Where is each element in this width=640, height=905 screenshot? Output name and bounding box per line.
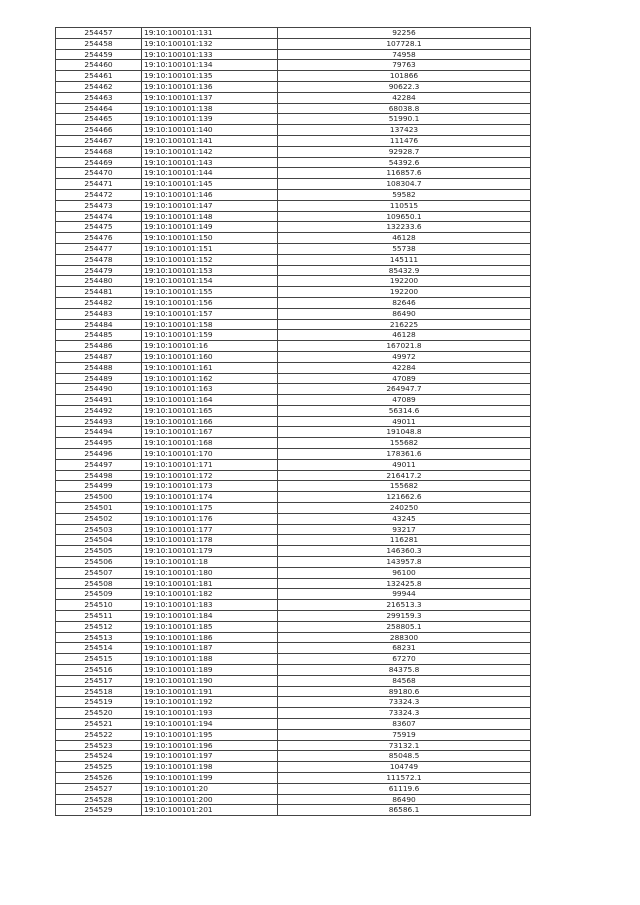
value-cell: 47089	[278, 395, 531, 406]
data-table	[55, 27, 531, 816]
value-cell: 116281	[278, 535, 531, 546]
value-cell: 167021.8	[278, 341, 531, 352]
cadastral-number-cell: 19:10:100101:166	[142, 416, 278, 427]
row-number-cell: 254494	[56, 427, 142, 438]
value-cell: 145111	[278, 254, 531, 265]
cadastral-number-cell: 19:10:100101:158	[142, 319, 278, 330]
table-row	[56, 535, 531, 546]
row-number-cell: 254474	[56, 211, 142, 222]
table-row	[56, 243, 531, 254]
value-cell: 92256	[278, 28, 531, 39]
cadastral-number-cell: 19:10:100101:184	[142, 611, 278, 622]
value-cell: 86490	[278, 308, 531, 319]
row-number-cell: 254489	[56, 373, 142, 384]
table-row	[56, 470, 531, 481]
row-number-cell: 254491	[56, 395, 142, 406]
table-row	[56, 405, 531, 416]
table-row	[56, 341, 531, 352]
value-cell: 84375.8	[278, 665, 531, 676]
table-row	[56, 146, 531, 157]
row-number-cell: 254458	[56, 38, 142, 49]
table-row	[56, 589, 531, 600]
row-number-cell: 254504	[56, 535, 142, 546]
table-row	[56, 611, 531, 622]
value-cell: 216417.2	[278, 470, 531, 481]
value-cell: 96100	[278, 567, 531, 578]
value-cell: 73324.3	[278, 697, 531, 708]
cadastral-number-cell: 19:10:100101:167	[142, 427, 278, 438]
value-cell: 83607	[278, 719, 531, 730]
cadastral-number-cell: 19:10:100101:165	[142, 405, 278, 416]
row-number-cell: 254517	[56, 675, 142, 686]
value-cell: 108304.7	[278, 179, 531, 190]
row-number-cell: 254526	[56, 772, 142, 783]
row-number-cell: 254486	[56, 341, 142, 352]
value-cell: 68038.8	[278, 103, 531, 114]
table-row	[56, 384, 531, 395]
value-cell: 42284	[278, 92, 531, 103]
cadastral-number-cell: 19:10:100101:190	[142, 675, 278, 686]
table-row	[56, 686, 531, 697]
value-cell: 46128	[278, 330, 531, 341]
row-number-cell: 254505	[56, 546, 142, 557]
row-number-cell: 254496	[56, 449, 142, 460]
table-row	[56, 319, 531, 330]
value-cell: 82646	[278, 297, 531, 308]
value-cell: 51990.1	[278, 114, 531, 125]
cadastral-number-cell: 19:10:100101:186	[142, 632, 278, 643]
cadastral-number-cell: 19:10:100101:176	[142, 513, 278, 524]
row-number-cell: 254482	[56, 297, 142, 308]
row-number-cell: 254518	[56, 686, 142, 697]
cadastral-number-cell: 19:10:100101:164	[142, 395, 278, 406]
cadastral-number-cell: 19:10:100101:154	[142, 276, 278, 287]
value-cell: 178361.6	[278, 449, 531, 460]
cadastral-number-cell: 19:10:100101:192	[142, 697, 278, 708]
cadastral-number-cell: 19:10:100101:144	[142, 168, 278, 179]
table-row	[56, 125, 531, 136]
row-number-cell: 254466	[56, 125, 142, 136]
cadastral-number-cell: 19:10:100101:178	[142, 535, 278, 546]
table-row	[56, 395, 531, 406]
cadastral-number-cell: 19:10:100101:175	[142, 503, 278, 514]
cadastral-number-cell: 19:10:100101:138	[142, 103, 278, 114]
value-cell: 85432.9	[278, 265, 531, 276]
row-number-cell: 254524	[56, 751, 142, 762]
value-cell: 49972	[278, 351, 531, 362]
row-number-cell: 254498	[56, 470, 142, 481]
cadastral-number-cell: 19:10:100101:146	[142, 189, 278, 200]
value-cell: 101866	[278, 71, 531, 82]
cadastral-number-cell: 19:10:100101:142	[142, 146, 278, 157]
table-row	[56, 567, 531, 578]
cadastral-number-cell: 19:10:100101:185	[142, 621, 278, 632]
value-cell: 90622.3	[278, 81, 531, 92]
value-cell: 55738	[278, 243, 531, 254]
row-number-cell: 254471	[56, 179, 142, 190]
value-cell: 110515	[278, 200, 531, 211]
cadastral-number-cell: 19:10:100101:156	[142, 297, 278, 308]
row-number-cell: 254528	[56, 794, 142, 805]
row-number-cell: 254477	[56, 243, 142, 254]
cadastral-number-cell: 19:10:100101:198	[142, 762, 278, 773]
cadastral-number-cell: 19:10:100101:179	[142, 546, 278, 557]
row-number-cell: 254488	[56, 362, 142, 373]
row-number-cell: 254523	[56, 740, 142, 751]
row-number-cell: 254464	[56, 103, 142, 114]
table-row	[56, 481, 531, 492]
cadastral-number-cell: 19:10:100101:16	[142, 341, 278, 352]
cadastral-number-cell: 19:10:100101:195	[142, 729, 278, 740]
table-row	[56, 362, 531, 373]
table-row	[56, 114, 531, 125]
table-row	[56, 578, 531, 589]
value-cell: 132233.6	[278, 222, 531, 233]
row-number-cell: 254490	[56, 384, 142, 395]
value-cell: 99944	[278, 589, 531, 600]
table-row	[56, 168, 531, 179]
cadastral-number-cell: 19:10:100101:134	[142, 60, 278, 71]
value-cell: 49011	[278, 416, 531, 427]
cadastral-number-cell: 19:10:100101:136	[142, 81, 278, 92]
row-number-cell: 254495	[56, 438, 142, 449]
cadastral-number-cell: 19:10:100101:139	[142, 114, 278, 125]
value-cell: 93217	[278, 524, 531, 535]
table-row	[56, 189, 531, 200]
row-number-cell: 254460	[56, 60, 142, 71]
table-row	[56, 287, 531, 298]
value-cell: 73324.3	[278, 708, 531, 719]
row-number-cell: 254462	[56, 81, 142, 92]
value-cell: 79763	[278, 60, 531, 71]
table-row	[56, 600, 531, 611]
cadastral-number-cell: 19:10:100101:145	[142, 179, 278, 190]
cadastral-number-cell: 19:10:100101:196	[142, 740, 278, 751]
table-row	[56, 697, 531, 708]
table-row	[56, 492, 531, 503]
row-number-cell: 254522	[56, 729, 142, 740]
row-number-cell: 254513	[56, 632, 142, 643]
row-number-cell: 254529	[56, 805, 142, 816]
value-cell: 146360.3	[278, 546, 531, 557]
cadastral-number-cell: 19:10:100101:201	[142, 805, 278, 816]
cadastral-number-cell: 19:10:100101:200	[142, 794, 278, 805]
table-row	[56, 92, 531, 103]
value-cell: 59582	[278, 189, 531, 200]
table-row	[56, 751, 531, 762]
row-number-cell: 254500	[56, 492, 142, 503]
table-row	[56, 416, 531, 427]
value-cell: 67270	[278, 654, 531, 665]
row-number-cell: 254516	[56, 665, 142, 676]
table-row	[56, 135, 531, 146]
row-number-cell: 254501	[56, 503, 142, 514]
row-number-cell: 254470	[56, 168, 142, 179]
cadastral-number-cell: 19:10:100101:173	[142, 481, 278, 492]
value-cell: 121662.6	[278, 492, 531, 503]
table-row	[56, 28, 531, 39]
cadastral-number-cell: 19:10:100101:180	[142, 567, 278, 578]
row-number-cell: 254472	[56, 189, 142, 200]
table-row	[56, 643, 531, 654]
table-row	[56, 729, 531, 740]
cadastral-number-cell: 19:10:100101:137	[142, 92, 278, 103]
cadastral-number-cell: 19:10:100101:149	[142, 222, 278, 233]
cadastral-number-cell: 19:10:100101:199	[142, 772, 278, 783]
table-row	[56, 621, 531, 632]
cadastral-number-cell: 19:10:100101:183	[142, 600, 278, 611]
value-cell: 258805.1	[278, 621, 531, 632]
cadastral-number-cell: 19:10:100101:150	[142, 233, 278, 244]
value-cell: 192200	[278, 287, 531, 298]
row-number-cell: 254499	[56, 481, 142, 492]
table-row	[56, 557, 531, 568]
table-row	[56, 427, 531, 438]
row-number-cell: 254476	[56, 233, 142, 244]
table-row	[56, 459, 531, 470]
cadastral-number-cell: 19:10:100101:168	[142, 438, 278, 449]
table-row	[56, 783, 531, 794]
value-cell: 155682	[278, 481, 531, 492]
cadastral-number-cell: 19:10:100101:20	[142, 783, 278, 794]
row-number-cell: 254510	[56, 600, 142, 611]
table-row	[56, 60, 531, 71]
row-number-cell: 254525	[56, 762, 142, 773]
table-row	[56, 708, 531, 719]
table-row	[56, 675, 531, 686]
table-row	[56, 762, 531, 773]
value-cell: 46128	[278, 233, 531, 244]
table-row	[56, 513, 531, 524]
row-number-cell: 254481	[56, 287, 142, 298]
value-cell: 109650.1	[278, 211, 531, 222]
value-cell: 73132.1	[278, 740, 531, 751]
cadastral-number-cell: 19:10:100101:155	[142, 287, 278, 298]
row-number-cell: 254527	[56, 783, 142, 794]
table-row	[56, 179, 531, 190]
row-number-cell: 254519	[56, 697, 142, 708]
table-row	[56, 330, 531, 341]
value-cell: 92928.7	[278, 146, 531, 157]
table-row	[56, 654, 531, 665]
table-row	[56, 308, 531, 319]
row-number-cell: 254480	[56, 276, 142, 287]
value-cell: 137423	[278, 125, 531, 136]
row-number-cell: 254515	[56, 654, 142, 665]
table-row	[56, 524, 531, 535]
value-cell: 132425.8	[278, 578, 531, 589]
cadastral-number-cell: 19:10:100101:151	[142, 243, 278, 254]
table-row	[56, 740, 531, 751]
row-number-cell: 254468	[56, 146, 142, 157]
table-row	[56, 71, 531, 82]
value-cell: 264947.7	[278, 384, 531, 395]
table-row	[56, 351, 531, 362]
row-number-cell: 254478	[56, 254, 142, 265]
cadastral-number-cell: 19:10:100101:172	[142, 470, 278, 481]
cadastral-number-cell: 19:10:100101:148	[142, 211, 278, 222]
value-cell: 42284	[278, 362, 531, 373]
cadastral-number-cell: 19:10:100101:182	[142, 589, 278, 600]
cadastral-number-cell: 19:10:100101:147	[142, 200, 278, 211]
cadastral-number-cell: 19:10:100101:162	[142, 373, 278, 384]
cadastral-number-cell: 19:10:100101:135	[142, 71, 278, 82]
table-row	[56, 794, 531, 805]
cadastral-number-cell: 19:10:100101:131	[142, 28, 278, 39]
cadastral-number-cell: 19:10:100101:132	[142, 38, 278, 49]
table-row	[56, 546, 531, 557]
value-cell: 116857.6	[278, 168, 531, 179]
value-cell: 191048.8	[278, 427, 531, 438]
cadastral-number-cell: 19:10:100101:194	[142, 719, 278, 730]
cadastral-number-cell: 19:10:100101:160	[142, 351, 278, 362]
table-row	[56, 200, 531, 211]
row-number-cell: 254508	[56, 578, 142, 589]
table-row	[56, 265, 531, 276]
value-cell: 43245	[278, 513, 531, 524]
cadastral-number-cell: 19:10:100101:163	[142, 384, 278, 395]
value-cell: 216225	[278, 319, 531, 330]
cadastral-number-cell: 19:10:100101:140	[142, 125, 278, 136]
row-number-cell: 254514	[56, 643, 142, 654]
table-row	[56, 254, 531, 265]
table-row	[56, 233, 531, 244]
cadastral-number-cell: 19:10:100101:191	[142, 686, 278, 697]
cadastral-number-cell: 19:10:100101:187	[142, 643, 278, 654]
row-number-cell: 254507	[56, 567, 142, 578]
row-number-cell: 254459	[56, 49, 142, 60]
value-cell: 68231	[278, 643, 531, 654]
cadastral-number-cell: 19:10:100101:157	[142, 308, 278, 319]
row-number-cell: 254473	[56, 200, 142, 211]
value-cell: 47089	[278, 373, 531, 384]
row-number-cell: 254469	[56, 157, 142, 168]
table-row	[56, 297, 531, 308]
table-row	[56, 81, 531, 92]
table-row	[56, 772, 531, 783]
cadastral-number-cell: 19:10:100101:181	[142, 578, 278, 589]
row-number-cell: 254509	[56, 589, 142, 600]
table-body	[56, 28, 531, 816]
table-row	[56, 157, 531, 168]
cadastral-number-cell: 19:10:100101:18	[142, 557, 278, 568]
cadastral-number-cell: 19:10:100101:177	[142, 524, 278, 535]
cadastral-number-cell: 19:10:100101:171	[142, 459, 278, 470]
value-cell: 107728.1	[278, 38, 531, 49]
cadastral-number-cell: 19:10:100101:143	[142, 157, 278, 168]
row-number-cell: 254487	[56, 351, 142, 362]
value-cell: 288300	[278, 632, 531, 643]
table-row	[56, 276, 531, 287]
cadastral-number-cell: 19:10:100101:174	[142, 492, 278, 503]
value-cell: 104749	[278, 762, 531, 773]
row-number-cell: 254497	[56, 459, 142, 470]
cadastral-number-cell: 19:10:100101:152	[142, 254, 278, 265]
row-number-cell: 254485	[56, 330, 142, 341]
table-row	[56, 222, 531, 233]
row-number-cell: 254511	[56, 611, 142, 622]
row-number-cell: 254520	[56, 708, 142, 719]
value-cell: 216513.3	[278, 600, 531, 611]
table-row	[56, 38, 531, 49]
row-number-cell: 254493	[56, 416, 142, 427]
table-row	[56, 49, 531, 60]
table-row	[56, 103, 531, 114]
value-cell: 85048.5	[278, 751, 531, 762]
table-row	[56, 503, 531, 514]
cadastral-number-cell: 19:10:100101:170	[142, 449, 278, 460]
table-row	[56, 373, 531, 384]
value-cell: 61119.6	[278, 783, 531, 794]
cadastral-number-cell: 19:10:100101:189	[142, 665, 278, 676]
row-number-cell: 254479	[56, 265, 142, 276]
table-row	[56, 719, 531, 730]
row-number-cell: 254457	[56, 28, 142, 39]
value-cell: 240250	[278, 503, 531, 514]
value-cell: 155682	[278, 438, 531, 449]
row-number-cell: 254463	[56, 92, 142, 103]
cadastral-number-cell: 19:10:100101:188	[142, 654, 278, 665]
table-row	[56, 438, 531, 449]
value-cell: 86490	[278, 794, 531, 805]
row-number-cell: 254483	[56, 308, 142, 319]
table-row	[56, 665, 531, 676]
cadastral-number-cell: 19:10:100101:197	[142, 751, 278, 762]
row-number-cell: 254512	[56, 621, 142, 632]
cadastral-number-cell: 19:10:100101:159	[142, 330, 278, 341]
value-cell: 54392.6	[278, 157, 531, 168]
value-cell: 111572.1	[278, 772, 531, 783]
cadastral-number-cell: 19:10:100101:193	[142, 708, 278, 719]
value-cell: 143957.8	[278, 557, 531, 568]
value-cell: 86586.1	[278, 805, 531, 816]
cadastral-number-cell: 19:10:100101:133	[142, 49, 278, 60]
row-number-cell: 254467	[56, 135, 142, 146]
table-row	[56, 632, 531, 643]
cadastral-number-cell: 19:10:100101:153	[142, 265, 278, 276]
row-number-cell: 254503	[56, 524, 142, 535]
row-number-cell: 254506	[56, 557, 142, 568]
value-cell: 192200	[278, 276, 531, 287]
value-cell: 75919	[278, 729, 531, 740]
row-number-cell: 254461	[56, 71, 142, 82]
table-row	[56, 449, 531, 460]
value-cell: 84568	[278, 675, 531, 686]
row-number-cell: 254521	[56, 719, 142, 730]
value-cell: 299159.3	[278, 611, 531, 622]
row-number-cell: 254492	[56, 405, 142, 416]
row-number-cell: 254484	[56, 319, 142, 330]
value-cell: 56314.6	[278, 405, 531, 416]
table-row	[56, 211, 531, 222]
value-cell: 49011	[278, 459, 531, 470]
value-cell: 89180.6	[278, 686, 531, 697]
value-cell: 74958	[278, 49, 531, 60]
cadastral-number-cell: 19:10:100101:161	[142, 362, 278, 373]
row-number-cell: 254465	[56, 114, 142, 125]
value-cell: 111476	[278, 135, 531, 146]
table-row	[56, 805, 531, 816]
row-number-cell: 254502	[56, 513, 142, 524]
row-number-cell: 254475	[56, 222, 142, 233]
cadastral-number-cell: 19:10:100101:141	[142, 135, 278, 146]
